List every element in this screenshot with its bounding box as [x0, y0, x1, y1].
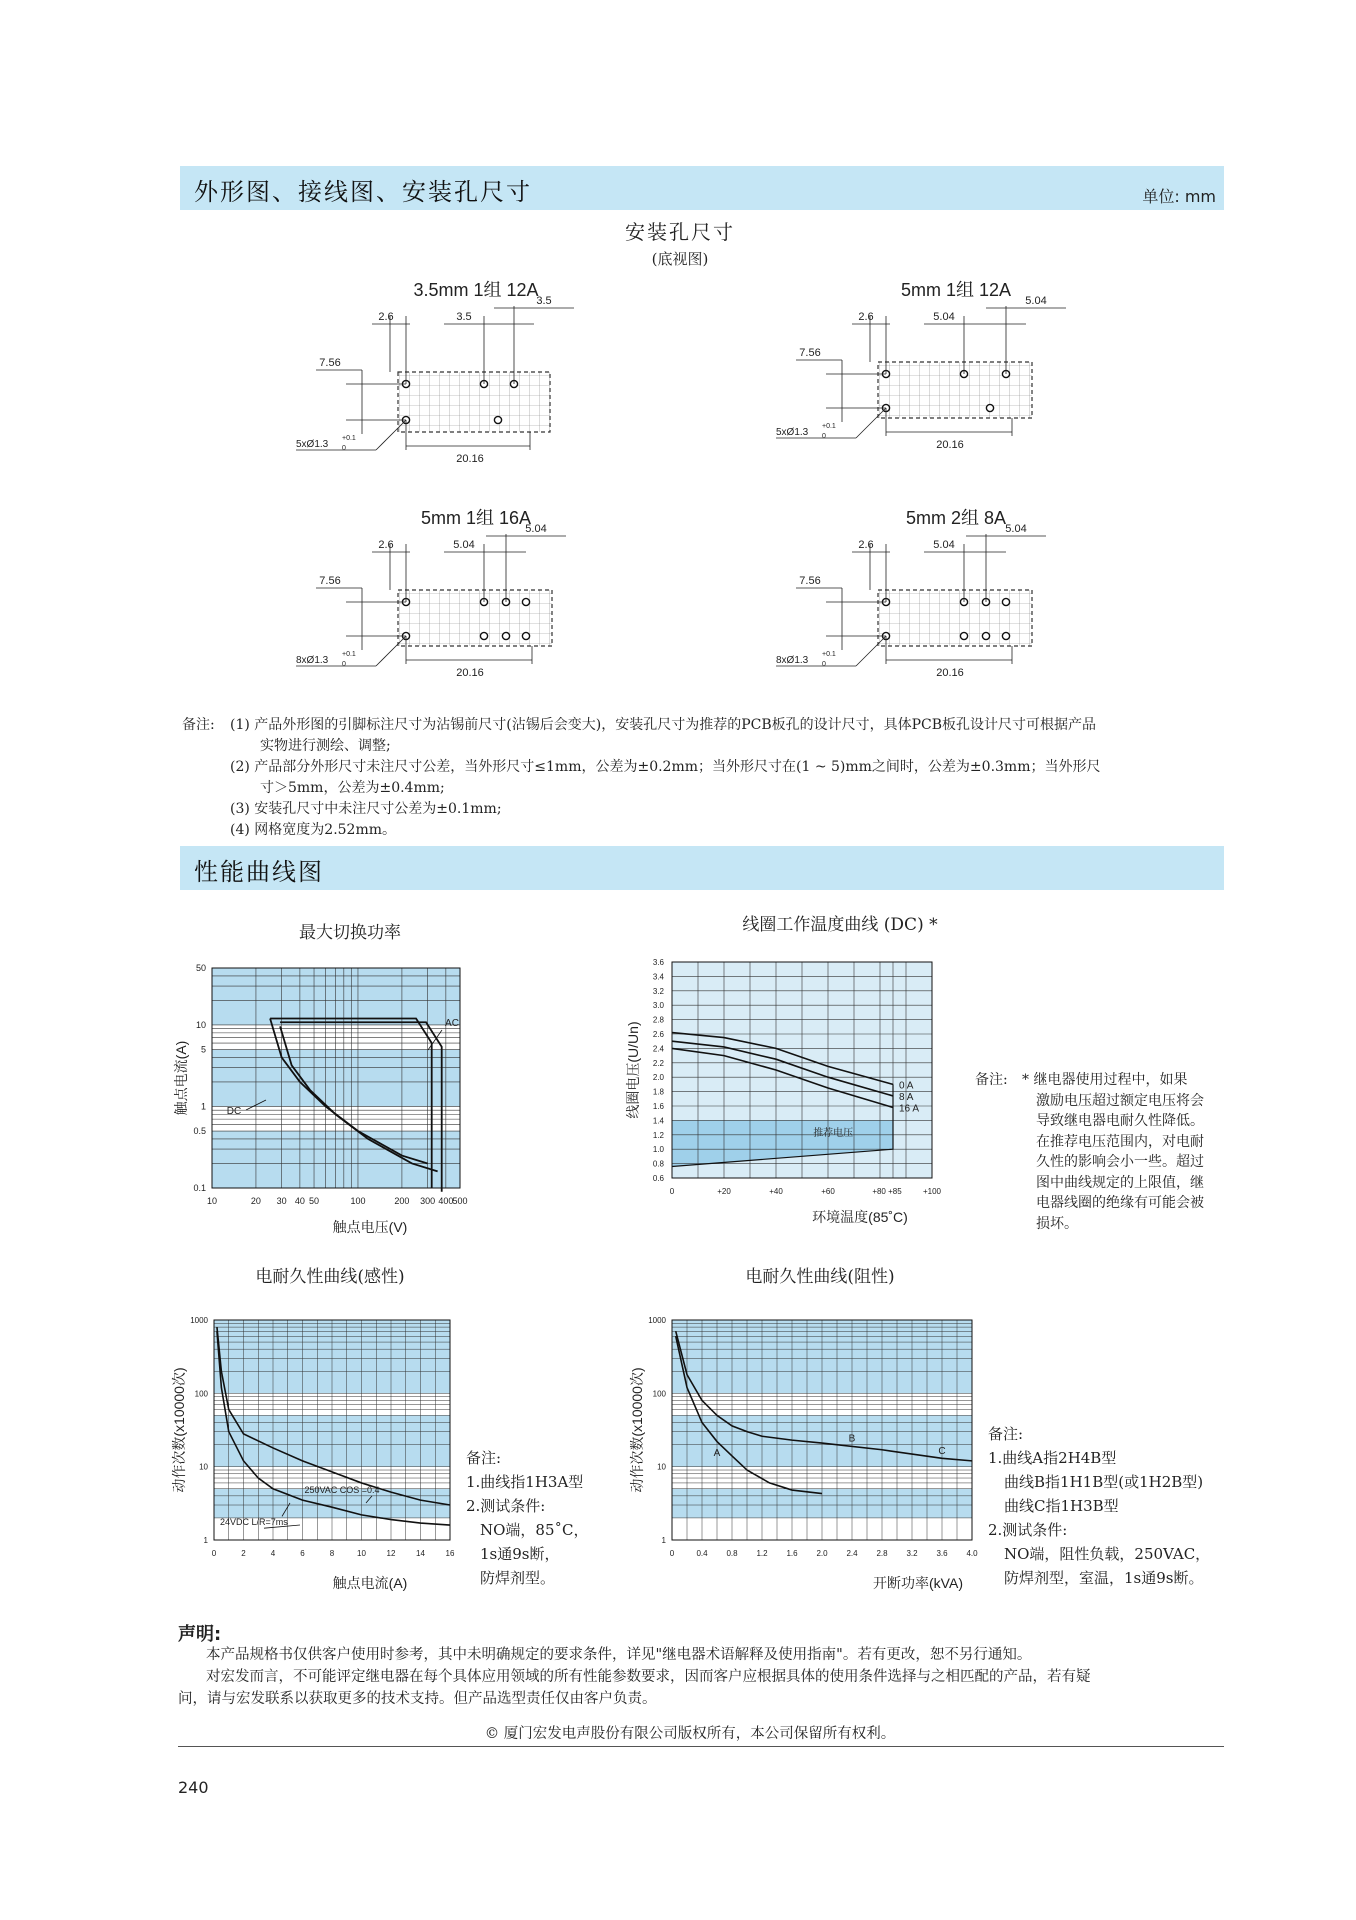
pin-hole [480, 632, 487, 639]
dim-label: 20.16 [456, 667, 484, 679]
x-tick-label: 40 [294, 1196, 305, 1206]
resistive-note-label: 备注: [988, 1425, 1024, 1443]
dim-label: 3.5 [536, 295, 552, 307]
dim-label: 7.56 [799, 347, 821, 359]
y-tick-label: 0.1 [193, 1183, 206, 1193]
declaration-body [178, 1644, 1224, 1710]
x-axis-label: 触点电流(A) [332, 1575, 408, 1591]
y-tick-label: 1.6 [652, 1102, 664, 1111]
hole-spec: 5xØ1.3 [296, 439, 329, 450]
tolerance-zero: 0 [822, 661, 826, 668]
y-tick-label: 2.8 [652, 1015, 664, 1025]
y-axis-label: 动作次数(x10000次) [171, 1367, 187, 1493]
x-axis-label: 触点电压(V) [332, 1219, 408, 1235]
declaration-title: 声明: [178, 1624, 222, 1645]
y-tick-label: 0.5 [193, 1126, 206, 1137]
inductive-note-line: 1.曲线指1H3A型 [466, 1473, 584, 1491]
pin-hole [1002, 632, 1009, 639]
dim-label: 5.04 [525, 523, 547, 535]
series-label-ac: AC [445, 1018, 459, 1029]
series-label-c: C [938, 1445, 946, 1457]
x-tick-label: 400 [438, 1196, 454, 1206]
note-item: (3) 安装孔尺寸中未注尺寸公差为±0.1mm; [230, 801, 502, 817]
x-tick-label: 300 [420, 1196, 436, 1206]
notes-list [230, 715, 1220, 841]
series-label-ac: 250VAC COS =0.4 [304, 1484, 380, 1495]
y-tick-label: 1 [203, 1536, 208, 1545]
x-axis-label: 环境温度(85˚C) [812, 1209, 908, 1225]
x-tick-label: 1.6 [786, 1549, 798, 1558]
temp-note-line: * 继电器使用过程中，如果 [1022, 1072, 1188, 1088]
y-tick-label: 1.0 [652, 1145, 664, 1155]
band-label: 推荐电压 [813, 1128, 854, 1140]
hole-spec: 8xØ1.3 [776, 655, 809, 666]
x-tick-label: +100 [922, 1187, 942, 1196]
x-tick-label: 0 [211, 1549, 217, 1558]
y-tick-label: 2.4 [652, 1044, 664, 1054]
chart-title-coil-temp-text: 线圈工作温度曲线 (DC) [742, 915, 924, 935]
leader-line [376, 420, 406, 450]
footprint-title: 5mm 1组 12A [900, 280, 1012, 300]
dim-label: 5.04 [1025, 295, 1047, 307]
y-tick-label: 0.6 [652, 1174, 664, 1183]
leader-line [856, 636, 886, 666]
dim-label: 2.6 [378, 311, 394, 323]
tolerance-plus: +0.1 [822, 651, 836, 658]
dim-label: 5.04 [1005, 523, 1027, 535]
temp-note-line: 电器线圈的绝缘有可能会被 [1036, 1195, 1204, 1211]
y-tick-label: 100 [652, 1389, 666, 1399]
y-tick-label: 1 [661, 1536, 666, 1545]
x-tick-label: 100 [350, 1196, 366, 1206]
chart-title-max-power: 最大切换功率 [299, 923, 401, 943]
temp-note-line: 图中曲线规定的上限值，继 [1036, 1174, 1204, 1191]
dim-label: 20.16 [936, 439, 964, 451]
temp-note-line: 在推荐电压范围内，对电耐 [1036, 1133, 1204, 1150]
footprint-title: 5mm 1组 16A [420, 508, 532, 528]
declaration-para: 问，请与宏发联系以获取更多的技术支持。但产品选型责任仅由客户负责。 [178, 1691, 657, 1707]
x-tick-label: 30 [276, 1196, 287, 1206]
y-tick-label: 1.8 [652, 1087, 664, 1097]
declaration-para: 本产品规格书仅供客户使用时参考，其中未明确规定的要求条件，详见"继电器术语解释及使用指南"。若有更改，恕不另行通知。 [206, 1647, 1032, 1663]
tolerance-plus: +0.1 [342, 435, 356, 442]
dim-label: 2.6 [858, 311, 874, 323]
y-tick-label: 1.4 [652, 1116, 664, 1126]
dim-label: 2.6 [378, 539, 394, 551]
copyright: © 厦门宏发电声股份有限公司版权所有，本公司保留所有权利。 [484, 1726, 896, 1742]
inductive-note-line: NO端，85˚C， [480, 1521, 589, 1539]
inductive-note-line: 2.测试条件: [466, 1497, 546, 1515]
inductive-note-line: 1s通9s断， [480, 1545, 560, 1563]
tolerance-plus: +0.1 [822, 423, 836, 430]
note-item: (4) 网格宽度为2.52mm。 [230, 822, 397, 838]
chart-title-mark: * [929, 915, 938, 935]
series-label-dc: DC [226, 1106, 242, 1117]
x-tick-label: 3.2 [906, 1549, 918, 1558]
y-tick-label: 10 [657, 1462, 666, 1472]
temp-note-label: 备注: [975, 1072, 1008, 1088]
note-item: (2) 产品部分外形尺寸未注尺寸公差，当外形尺寸≤1mm，公差为±0.2mm；当外形尺寸在(1 ~ 5)mm之间时，公差为±0.3mm；当外形尺 [230, 759, 1101, 775]
resistive-note-line: 防焊剂型，室温，1s通9s断。 [1004, 1569, 1204, 1587]
y-tick-label: 1000 [190, 1316, 208, 1325]
pin-hole [494, 416, 501, 423]
chart-title-resistive: 电耐久性曲线(阻性) [745, 1267, 895, 1287]
notes-label: 备注: [182, 717, 215, 733]
tolerance-zero: 0 [342, 445, 346, 452]
x-tick-label: 0.4 [696, 1549, 708, 1558]
dim-label: 7.56 [319, 357, 341, 369]
x-tick-label: 3.6 [936, 1549, 948, 1558]
x-tick-label: +60 [821, 1187, 835, 1196]
resistive-note-line: 1.曲线A指2H4B型 [988, 1449, 1117, 1467]
inductive-note [466, 1446, 589, 1590]
dim-label: 5.04 [453, 539, 475, 551]
x-tick-label: 0 [669, 1549, 675, 1558]
chart-coil-temp [620, 950, 970, 1240]
y-tick-label: 10 [199, 1462, 208, 1472]
temp-note-line: 损坏。 [1036, 1215, 1078, 1232]
chart-title-inductive: 电耐久性曲线(感性) [255, 1267, 405, 1287]
dim-label: 3.5 [456, 311, 472, 323]
pin-hole [502, 632, 509, 639]
y-tick-label: 10 [195, 1019, 206, 1030]
y-tick-label: 1 [200, 1101, 206, 1112]
section-title-curves: 性能曲线图 [194, 858, 324, 886]
inductive-note-label: 备注: [466, 1449, 502, 1467]
note-item: 寸＞5mm，公差为±0.4mm; [260, 780, 445, 796]
mounting-subtitle: (底视图) [651, 250, 709, 268]
unit-label: 单位: mm [1142, 187, 1216, 206]
chart-title-coil-temp [680, 910, 1000, 935]
x-tick-label: +20 [717, 1187, 731, 1196]
chart-band [212, 1050, 460, 1107]
footprint-outline [398, 372, 550, 432]
series-label-dc: 24VDC L/R=7ms [220, 1517, 288, 1528]
y-tick-label: 2.2 [652, 1058, 664, 1068]
pin-hole [522, 598, 529, 605]
y-tick-label: 3.6 [652, 958, 664, 967]
temp-note [1022, 1070, 1222, 1234]
x-tick-label: 50 [309, 1196, 320, 1206]
inductive-note-line: 防焊剂型。 [480, 1569, 556, 1587]
pin-hole [522, 632, 529, 639]
y-tick-label: 100 [194, 1389, 208, 1399]
page-number: 240 [178, 1778, 209, 1797]
x-tick-label: 6 [300, 1549, 305, 1558]
tolerance-plus: +0.1 [342, 651, 356, 658]
hole-spec: 8xØ1.3 [296, 655, 329, 666]
x-tick-label: 2.8 [876, 1549, 888, 1558]
x-tick-label: 0.8 [726, 1549, 738, 1558]
pin-hole [986, 404, 993, 411]
footprint-outline [878, 362, 1032, 418]
x-tick-label: 2 [241, 1549, 246, 1558]
x-tick-label: 4 [270, 1549, 276, 1558]
y-tick-label: 2.0 [652, 1073, 664, 1083]
section-title-outline: 外形图、接线图、安装孔尺寸 [194, 178, 532, 206]
pin-hole [1002, 598, 1009, 605]
y-tick-label: 3.0 [652, 1001, 664, 1011]
pin-hole [960, 632, 967, 639]
resistive-note [988, 1422, 1210, 1590]
x-tick-label: 2.4 [846, 1549, 858, 1558]
dim-label: 7.56 [319, 575, 341, 587]
x-tick-label: 10 [206, 1196, 218, 1206]
x-tick-label: 10 [357, 1549, 366, 1558]
chart-inductive [170, 1300, 470, 1600]
section-header-curves [180, 846, 1224, 890]
leader-line [856, 408, 886, 438]
y-tick-label: 1.2 [652, 1130, 664, 1140]
x-tick-label: +80 +85 [872, 1187, 902, 1196]
resistive-note-line: 曲线B指1H1B型(或1H2B型) [1004, 1473, 1204, 1491]
footprint [296, 508, 566, 679]
y-tick-label: 0.8 [652, 1159, 664, 1169]
mounting-title: 安装孔尺寸 [625, 220, 735, 244]
chart-max-power [170, 950, 490, 1250]
y-tick-label: 1000 [648, 1316, 666, 1325]
temp-note-line: 久性的影响会小一些。超过 [1036, 1154, 1204, 1170]
footprints-drawing [280, 276, 1140, 706]
tolerance-zero: 0 [822, 433, 826, 440]
series-label: 8 A [899, 1091, 914, 1103]
footprint-title: 5mm 2组 8A [905, 508, 1007, 528]
y-tick-label: 3.4 [652, 972, 664, 982]
temp-note-line: 激励电压超过额定电压将会 [1036, 1092, 1204, 1109]
x-axis-label: 开断功率(kVA) [873, 1575, 963, 1591]
series-label-b: B [848, 1433, 856, 1445]
y-tick-label: 50 [195, 963, 206, 973]
x-tick-label: 12 [386, 1549, 396, 1558]
x-tick-label: 200 [394, 1196, 410, 1206]
x-tick-label: 14 [416, 1549, 425, 1558]
footer-rule [178, 1746, 1224, 1747]
x-tick-label: 16 [445, 1549, 455, 1558]
note-item: (1) 产品外形图的引脚标注尺寸为沾锡前尺寸(沾锡后会变大)，安装孔尺寸为推荐的PCB板孔的设计尺寸，具体PCB板孔设计尺寸可根据产品 [230, 717, 1097, 733]
footprint-title: 3.5mm 1组 12A [413, 280, 539, 300]
x-tick-label: +40 [769, 1187, 783, 1196]
chart-resistive [628, 1300, 988, 1600]
tolerance-zero: 0 [342, 661, 346, 668]
x-tick-label: 4.0 [966, 1549, 978, 1558]
footprint [296, 280, 574, 465]
x-tick-label: 1.2 [756, 1549, 768, 1558]
x-tick-label: 8 [329, 1549, 335, 1558]
resistive-note-line: NO端，阻性负载，250VAC， [1004, 1545, 1211, 1563]
note-item: 实物进行测绘、调整; [260, 738, 391, 754]
footprint [776, 280, 1066, 451]
declaration-para: 对宏发而言，不可能评定继电器在每个具体应用领域的所有性能参数要求，因而客户应根据具体的使用条件选择与之相匹配的产品，若有疑 [206, 1669, 1091, 1685]
series-label: 16 A [899, 1103, 920, 1115]
series-label-a: A [713, 1447, 721, 1459]
series-label: 0 A [899, 1080, 914, 1092]
x-tick-label: 0 [669, 1187, 675, 1196]
y-axis-label: 动作次数(x10000次) [629, 1367, 645, 1493]
x-tick-label: 2.0 [816, 1549, 828, 1558]
chart-band [212, 1131, 460, 1188]
dim-label: 20.16 [936, 667, 964, 679]
chart-band [212, 968, 460, 1025]
x-tick-label: 20 [250, 1196, 261, 1206]
hole-spec: 5xØ1.3 [776, 427, 809, 438]
dim-label: 5.04 [933, 539, 955, 551]
footprint [776, 508, 1046, 679]
leader-line [376, 636, 406, 666]
temp-note-line: 导致继电器电耐久性降低。 [1036, 1113, 1204, 1129]
dim-label: 20.16 [456, 453, 484, 465]
y-axis-label: 触点电流(A) [173, 1040, 189, 1116]
resistive-note-line: 2.测试条件: [988, 1521, 1068, 1539]
dim-label: 2.6 [858, 539, 874, 551]
pin-hole [982, 632, 989, 639]
y-tick-label: 2.6 [652, 1030, 664, 1039]
x-tick-label: 500 [452, 1196, 468, 1206]
dim-label: 5.04 [933, 311, 955, 323]
y-axis-label: 线圈电压(U/Un) [625, 1021, 641, 1119]
section-header-outline [180, 166, 1224, 210]
y-tick-label: 5 [200, 1044, 206, 1055]
dim-label: 7.56 [799, 575, 821, 587]
resistive-note-line: 曲线C指1H3B型 [1004, 1497, 1119, 1515]
y-tick-label: 3.2 [652, 986, 664, 996]
